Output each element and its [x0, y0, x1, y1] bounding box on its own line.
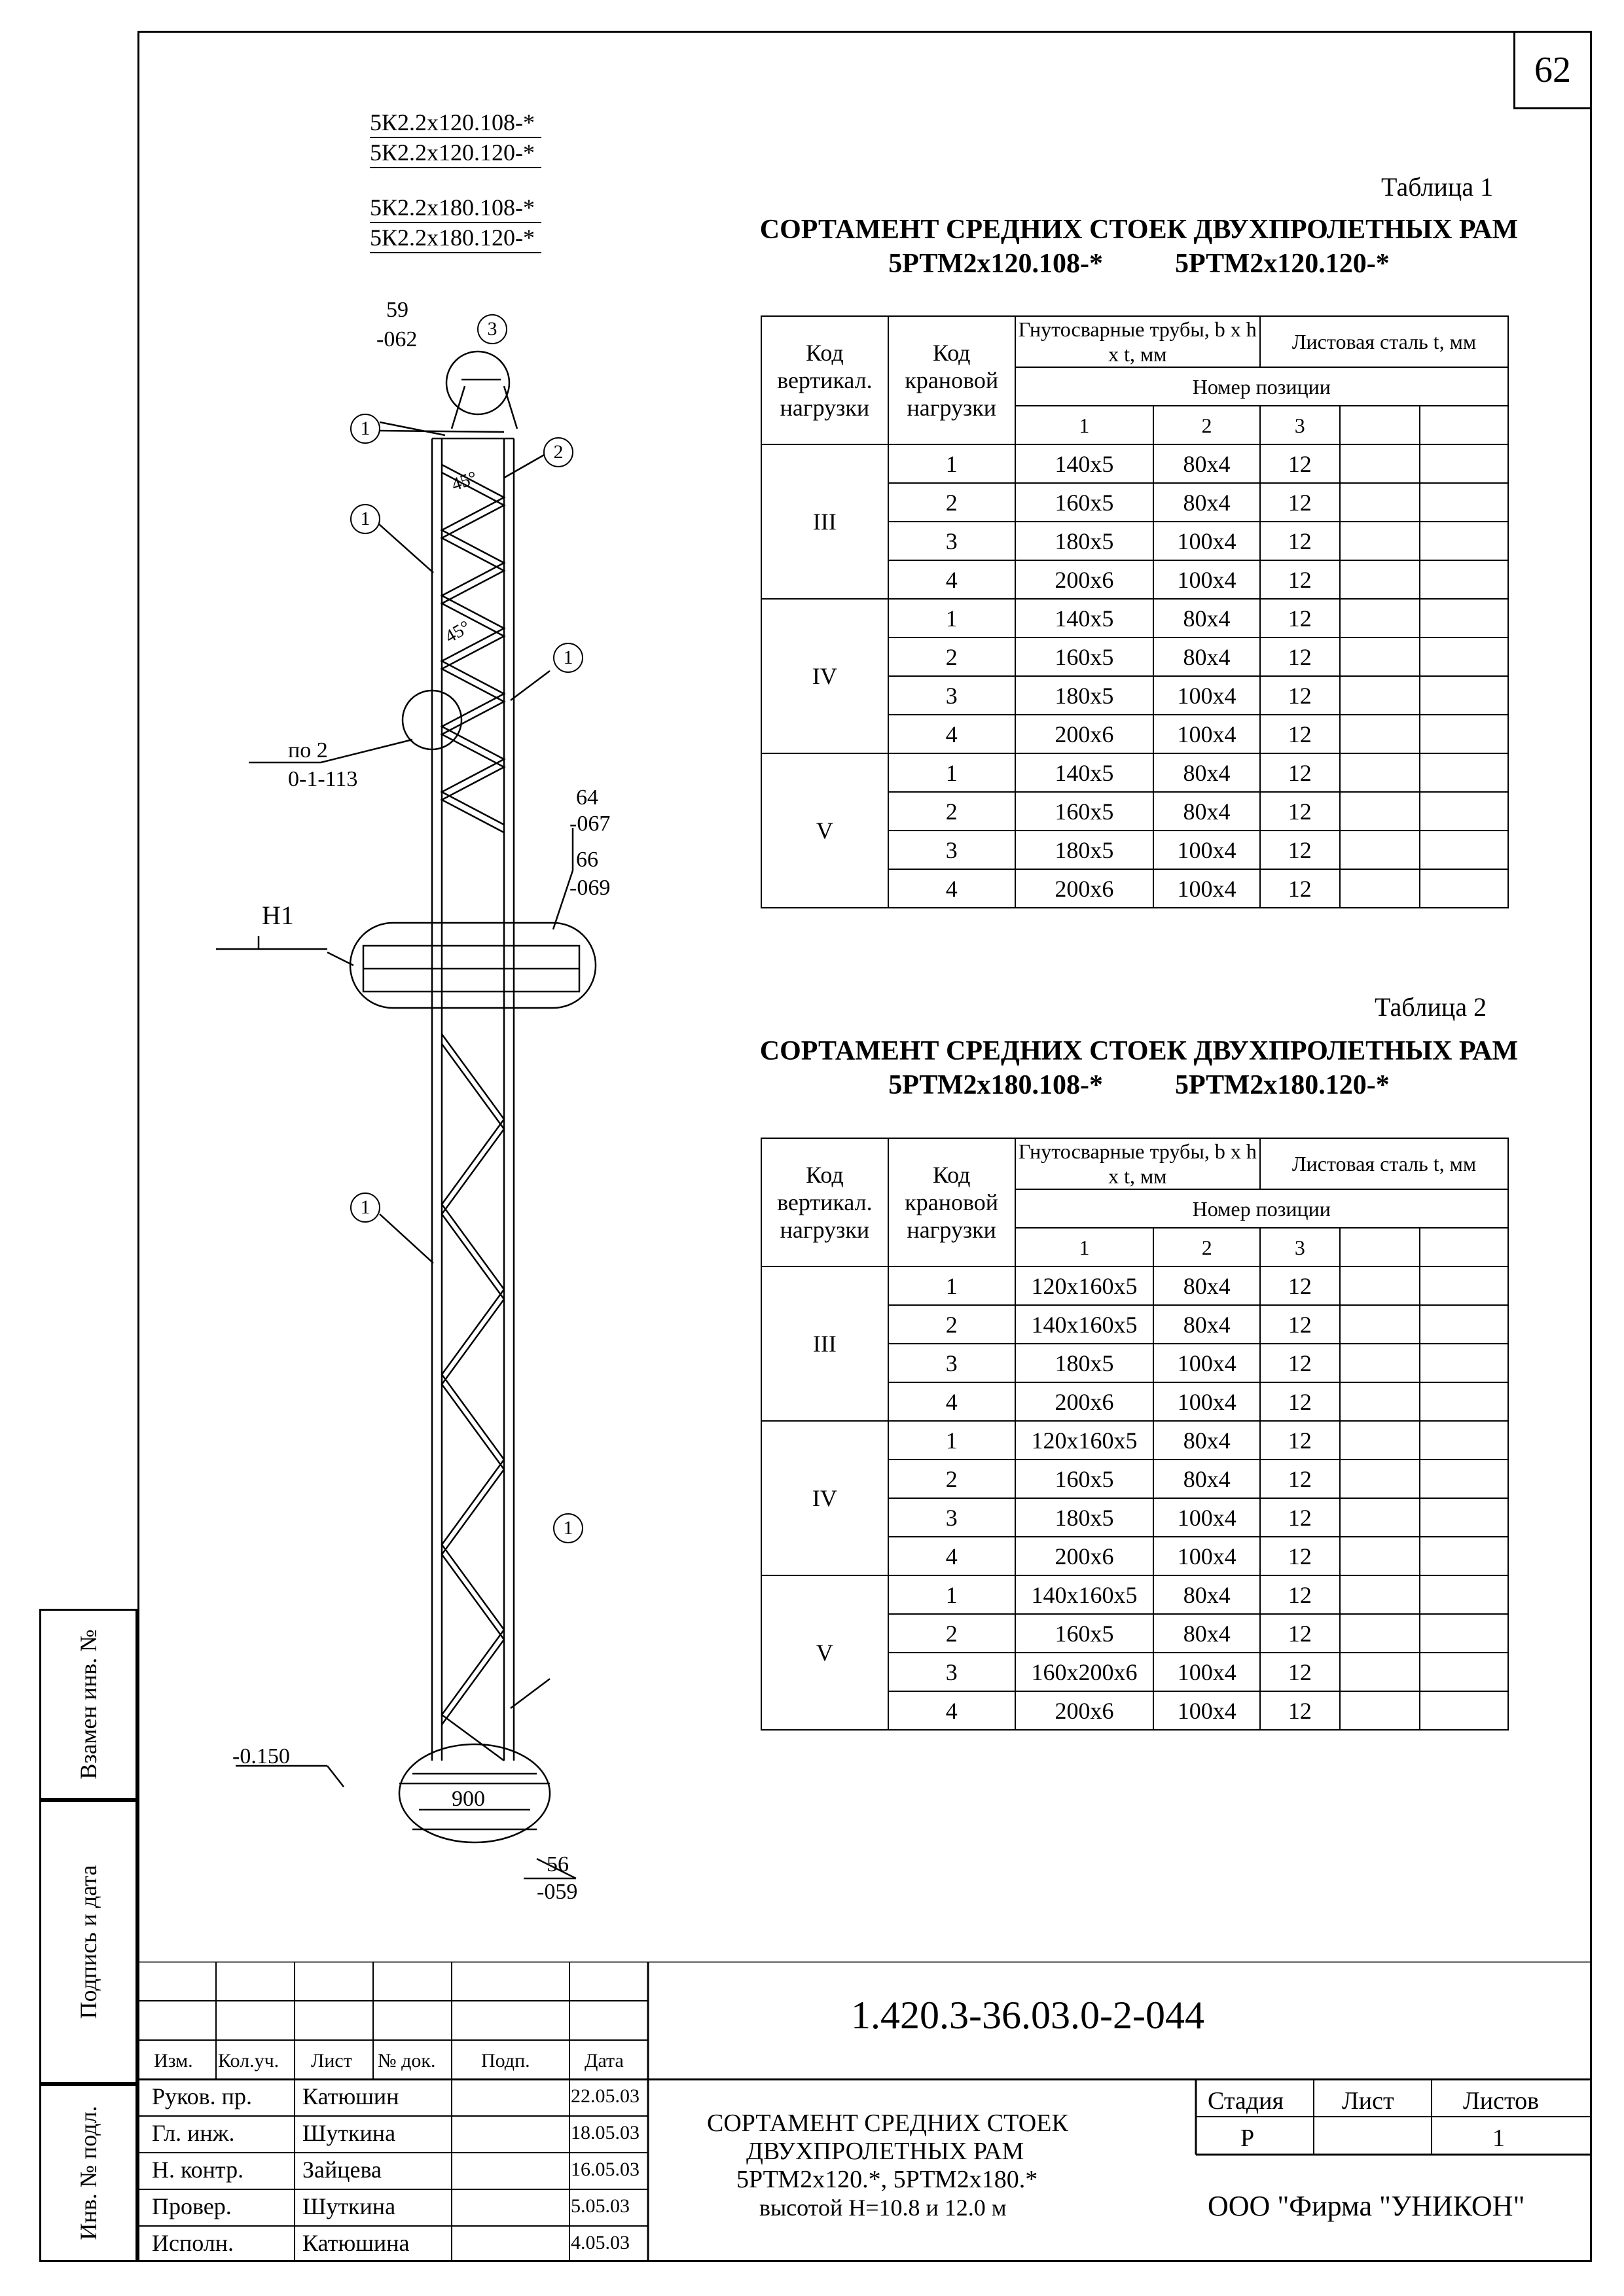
- empty-cell: [1340, 792, 1420, 831]
- empty-cell: [1340, 1344, 1420, 1382]
- header-tubes: Гнутосварные трубы, b x h x t, мм: [1015, 316, 1260, 367]
- tube-pos2: 100х4: [1153, 869, 1260, 908]
- signatory-date: 18.05.03: [571, 2122, 640, 2144]
- crane-code: 4: [888, 1691, 1015, 1730]
- sheet-pos3: 12: [1260, 1382, 1340, 1421]
- crane-code: 3: [888, 1344, 1015, 1382]
- tube-pos2: 80х4: [1153, 444, 1260, 483]
- header-pos-p3: 3: [1260, 406, 1340, 444]
- empty-cell: [1420, 753, 1508, 792]
- side-inv-orig: [39, 2084, 137, 2262]
- sheet-pos3: 12: [1260, 869, 1340, 908]
- crane-code: 4: [888, 1382, 1015, 1421]
- tube-pos2: 80х4: [1153, 1266, 1260, 1305]
- empty-cell: [1340, 1421, 1420, 1460]
- crane-code: 1: [888, 1421, 1015, 1460]
- header-crane-load: Код крановой нагрузки: [888, 1138, 1015, 1266]
- crane-code: 4: [888, 1537, 1015, 1575]
- header-position-number: Номер позиции: [1015, 1189, 1508, 1228]
- header-pos-p2: 2: [1153, 406, 1260, 444]
- crane-code: 1: [888, 753, 1015, 792]
- table1-title-line1: СОРТАМЕНТ СРЕДНИХ СТОЕК ДВУХПРОЛЕТНЫХ РАМ: [759, 215, 1519, 245]
- angle-label: 45°: [448, 467, 480, 495]
- empty-cell: [1420, 637, 1508, 676]
- tube-pos1: 120х160х5: [1015, 1421, 1154, 1460]
- sheet-pos3: 12: [1260, 753, 1340, 792]
- signatory-date: 22.05.03: [571, 2085, 640, 2107]
- company-name: ООО "Фирма "УНИКОН": [1208, 2190, 1525, 2222]
- table-row: [761, 753, 1508, 792]
- signatory-name: Зайцева: [302, 2157, 382, 2183]
- crane-code: 1: [888, 1575, 1015, 1614]
- tube-pos2: 80х4: [1153, 483, 1260, 522]
- tb-col-list: Лист: [311, 2050, 352, 2072]
- position-callout-2: 2: [543, 437, 573, 467]
- sheet-pos3: 12: [1260, 1498, 1340, 1537]
- tube-pos2: 100х4: [1153, 831, 1260, 869]
- frame-code: 5К2.2х120.120-*: [370, 138, 541, 168]
- frame-code: 5К2.2х120.108-*: [370, 108, 541, 138]
- tb-col-ndoc: № док.: [378, 2050, 436, 2072]
- signatory-name: Катюшин: [302, 2083, 399, 2109]
- empty-cell: [1340, 1537, 1420, 1575]
- empty-cell: [1420, 1382, 1508, 1421]
- empty-cell: [1340, 444, 1420, 483]
- tube-pos2: 80х4: [1153, 1614, 1260, 1653]
- sheet-pos3: 12: [1260, 1421, 1340, 1460]
- header-sheet-steel: Листовая сталь t, мм: [1260, 316, 1508, 367]
- side-sign-date: [39, 1800, 137, 2084]
- empty-cell: [1420, 1537, 1508, 1575]
- mid-sheet2: 66: [576, 848, 598, 872]
- empty-cell: [1420, 1614, 1508, 1653]
- tube-pos1: 200х6: [1015, 1382, 1154, 1421]
- frame-code: 5К2.2х180.108-*: [370, 193, 541, 223]
- tube-pos1: 160х5: [1015, 1460, 1154, 1498]
- side-inv-label: Инв. № подл.: [75, 2106, 101, 2240]
- empty-cell: [1340, 1575, 1420, 1614]
- empty-cell: [1420, 676, 1508, 715]
- sheet-pos3: 12: [1260, 483, 1340, 522]
- crane-code: 3: [888, 676, 1015, 715]
- base-width-dim: 900: [452, 1787, 485, 1811]
- sheet-pos3: 12: [1260, 1460, 1340, 1498]
- vert-load-code: III: [761, 444, 888, 599]
- sheet-pos3: 12: [1260, 599, 1340, 637]
- tube-pos1: 180х5: [1015, 522, 1154, 560]
- sheet-pos3: 12: [1260, 1305, 1340, 1344]
- table1-title: [720, 213, 1558, 281]
- crane-code: 2: [888, 1614, 1015, 1653]
- tb-col-izm: Изм.: [154, 2050, 193, 2072]
- tube-pos1: 140х160х5: [1015, 1305, 1154, 1344]
- table1-series-b: 5РТМ2х120.120-*: [1175, 249, 1390, 279]
- tube-pos2: 80х4: [1153, 637, 1260, 676]
- header-pos-p1: 1: [1015, 406, 1154, 444]
- table2-caption: Таблица 2: [1375, 992, 1487, 1022]
- crane-code: 3: [888, 831, 1015, 869]
- tube-pos1: 180х5: [1015, 1498, 1154, 1537]
- table1-caption: Таблица 1: [1381, 172, 1494, 202]
- sheet-pos3: 12: [1260, 715, 1340, 753]
- crane-code: 3: [888, 1498, 1015, 1537]
- empty-cell: [1340, 560, 1420, 599]
- position-callout-1: 1: [553, 1513, 583, 1543]
- bottom-level-label: -0.150: [232, 1744, 290, 1768]
- empty-cell: [1420, 1575, 1508, 1614]
- sheet-pos3: 12: [1260, 1344, 1340, 1382]
- empty-cell: [1420, 406, 1508, 444]
- bottom-sheet-ref: 56: [547, 1852, 569, 1876]
- empty-cell: [1420, 792, 1508, 831]
- table1-sortament: [761, 315, 1509, 908]
- table2-title: [720, 1034, 1558, 1102]
- tb-desc-line4: высотой Н=10.8 и 12.0 м: [759, 2195, 1007, 2221]
- empty-cell: [1420, 1266, 1508, 1305]
- tube-pos1: 200х6: [1015, 715, 1154, 753]
- sheet-pos3: 12: [1260, 1266, 1340, 1305]
- tb-desc-line1: СОРТАМЕНТ СРЕДНИХ СТОЕК: [707, 2109, 1068, 2137]
- empty-cell: [1340, 1305, 1420, 1344]
- signatory-date: 16.05.03: [571, 2159, 640, 2180]
- empty-cell: [1340, 1498, 1420, 1537]
- empty-cell: [1340, 1614, 1420, 1653]
- tube-pos1: 160х5: [1015, 792, 1154, 831]
- side-replace-label: Взамен инв. №: [75, 1629, 101, 1780]
- position-callout-1: 1: [553, 643, 583, 673]
- signatory-name: Катюшина: [302, 2230, 410, 2256]
- tube-pos1: 140х160х5: [1015, 1575, 1154, 1614]
- vert-load-code: IV: [761, 1421, 888, 1575]
- empty-cell: [1420, 1344, 1508, 1382]
- table1-series-a: 5РТМ2х120.108-*: [888, 249, 1103, 279]
- tube-pos2: 80х4: [1153, 599, 1260, 637]
- mid-ref2: -069: [569, 876, 611, 900]
- empty-cell: [1340, 676, 1420, 715]
- empty-cell: [1340, 831, 1420, 869]
- empty-cell: [1420, 1691, 1508, 1730]
- vert-load-code: IV: [761, 599, 888, 753]
- empty-cell: [1340, 1691, 1420, 1730]
- tb-sheets-value: 1: [1492, 2125, 1505, 2152]
- top-sheet-ref: 59: [386, 298, 408, 322]
- tube-pos1: 140х5: [1015, 753, 1154, 792]
- frame-codes-group2: [370, 193, 541, 253]
- signatory-date: 4.05.03: [571, 2232, 630, 2253]
- empty-cell: [1420, 444, 1508, 483]
- empty-cell: [1420, 1498, 1508, 1537]
- sheet-pos3: 12: [1260, 1691, 1340, 1730]
- position-callout-1: 1: [350, 414, 380, 444]
- tube-pos2: 80х4: [1153, 1421, 1260, 1460]
- empty-cell: [1420, 1460, 1508, 1498]
- mid-sheet1: 64: [576, 785, 598, 810]
- h1-level-label: H1: [262, 901, 294, 930]
- tb-sheet-label: Лист: [1342, 2087, 1394, 2115]
- empty-cell: [1340, 599, 1420, 637]
- sheet-pos3: 12: [1260, 637, 1340, 676]
- empty-cell: [1340, 637, 1420, 676]
- tube-pos2: 100х4: [1153, 1691, 1260, 1730]
- tube-pos2: 100х4: [1153, 715, 1260, 753]
- table-row: [761, 1421, 1508, 1460]
- tube-pos1: 200х6: [1015, 1691, 1154, 1730]
- empty-cell: [1420, 831, 1508, 869]
- top-detail-circle: [446, 351, 509, 414]
- vert-load-code: V: [761, 753, 888, 908]
- tube-pos2: 80х4: [1153, 792, 1260, 831]
- tb-stage-value: Р: [1240, 2125, 1255, 2152]
- crane-code: 2: [888, 792, 1015, 831]
- empty-cell: [1420, 715, 1508, 753]
- crane-code: 4: [888, 560, 1015, 599]
- sheet-pos3: 12: [1260, 522, 1340, 560]
- tb-sheets-label: Листов: [1463, 2087, 1540, 2115]
- table2-title-line2: [720, 1068, 1558, 1102]
- tube-pos1: 180х5: [1015, 676, 1154, 715]
- tube-pos1: 200х6: [1015, 1537, 1154, 1575]
- empty-cell: [1420, 1421, 1508, 1460]
- tube-pos1: 180х5: [1015, 831, 1154, 869]
- tube-pos1: 120х160х5: [1015, 1266, 1154, 1305]
- empty-cell: [1340, 1653, 1420, 1691]
- tube-pos2: 100х4: [1153, 1537, 1260, 1575]
- sheet-pos3: 12: [1260, 444, 1340, 483]
- console-oval: [350, 923, 596, 1008]
- crane-code: 3: [888, 1653, 1015, 1691]
- empty-cell: [1420, 560, 1508, 599]
- crane-code: 1: [888, 599, 1015, 637]
- tb-desc-line2: ДВУХПРОЛЕТНЫХ РАМ: [746, 2138, 1024, 2165]
- empty-cell: [1340, 1228, 1420, 1266]
- vert-load-code: III: [761, 1266, 888, 1421]
- tube-pos2: 100х4: [1153, 1498, 1260, 1537]
- tube-pos1: 160х5: [1015, 1614, 1154, 1653]
- tube-pos2: 100х4: [1153, 1382, 1260, 1421]
- signatory-role: Руков. пр.: [152, 2083, 252, 2109]
- tube-pos1: 200х6: [1015, 869, 1154, 908]
- table-row: [761, 444, 1508, 483]
- table-row: [761, 599, 1508, 637]
- angle-label: 45°: [441, 617, 475, 647]
- tube-pos1: 140х5: [1015, 599, 1154, 637]
- header-sheet-steel: Листовая сталь t, мм: [1260, 1138, 1508, 1189]
- signatory-name: Шуткина: [302, 2193, 396, 2219]
- sheet-pos3: 12: [1260, 1575, 1340, 1614]
- table2-series-b: 5РТМ2х180.120-*: [1175, 1070, 1390, 1100]
- tube-pos1: 160х5: [1015, 483, 1154, 522]
- tube-pos1: 140х5: [1015, 444, 1154, 483]
- empty-cell: [1340, 869, 1420, 908]
- column-drawing: [196, 281, 655, 1918]
- tube-pos2: 80х4: [1153, 1460, 1260, 1498]
- signatory-role: Провер.: [152, 2193, 232, 2219]
- signatory-role: Н. контр.: [152, 2157, 244, 2183]
- header-pos-p1: 1: [1015, 1228, 1154, 1266]
- side-replace-inv: [39, 1609, 137, 1800]
- empty-cell: [1340, 1460, 1420, 1498]
- node2-label: по 2: [288, 738, 328, 762]
- signatory-name: Шуткина: [302, 2120, 396, 2146]
- position-callout-1: 1: [350, 504, 380, 534]
- tube-pos2: 80х4: [1153, 1305, 1260, 1344]
- empty-cell: [1340, 1382, 1420, 1421]
- crane-code: 4: [888, 715, 1015, 753]
- signatory-role: Исполн.: [152, 2230, 234, 2256]
- tube-pos2: 100х4: [1153, 1653, 1260, 1691]
- crane-code: 2: [888, 637, 1015, 676]
- signatory-role: Гл. инж.: [152, 2120, 235, 2146]
- header-vert-load: Код вертикал. нагрузки: [761, 1138, 888, 1266]
- sheet-pos3: 12: [1260, 560, 1340, 599]
- tube-pos1: 160х5: [1015, 637, 1154, 676]
- header-tubes: Гнутосварные трубы, b x h x t, мм: [1015, 1138, 1260, 1189]
- table-row: [761, 1575, 1508, 1614]
- empty-cell: [1420, 1653, 1508, 1691]
- header-crane-load: Код крановой нагрузки: [888, 316, 1015, 444]
- crane-code: 2: [888, 1460, 1015, 1498]
- empty-cell: [1420, 869, 1508, 908]
- bottom-sheet-sub: -059: [537, 1880, 578, 1904]
- empty-cell: [1420, 1305, 1508, 1344]
- table1-title-line2: [720, 247, 1558, 281]
- position-callout-3: 3: [477, 314, 507, 344]
- tube-pos1: 200х6: [1015, 560, 1154, 599]
- crane-code: 1: [888, 1266, 1015, 1305]
- empty-cell: [1340, 406, 1420, 444]
- side-sign-label: Подпись и дата: [75, 1865, 101, 2019]
- sheet-pos3: 12: [1260, 1614, 1340, 1653]
- empty-cell: [1420, 483, 1508, 522]
- empty-cell: [1340, 483, 1420, 522]
- signatory-date: 5.05.03: [571, 2195, 630, 2217]
- header-pos-p2: 2: [1153, 1228, 1260, 1266]
- crane-code: 2: [888, 1305, 1015, 1344]
- empty-cell: [1420, 1228, 1508, 1266]
- top-sheet-sub: -062: [376, 327, 418, 351]
- table-row: [761, 1266, 1508, 1305]
- header-vert-load: Код вертикал. нагрузки: [761, 316, 888, 444]
- header-position-number: Номер позиции: [1015, 367, 1508, 406]
- doc-number: 1.420.3-36.03.0-2-044: [851, 1994, 1204, 2037]
- tube-pos2: 100х4: [1153, 560, 1260, 599]
- vert-load-code: V: [761, 1575, 888, 1730]
- tb-desc-line3: 5РТМ2х120.*, 5РТМ2х180.*: [736, 2166, 1038, 2193]
- table2-title-line1: СОРТАМЕНТ СРЕДНИХ СТОЕК ДВУХПРОЛЕТНЫХ РАМ: [759, 1036, 1519, 1066]
- node2-ref: 0-1-113: [288, 767, 358, 791]
- tube-pos2: 80х4: [1153, 1575, 1260, 1614]
- empty-cell: [1420, 599, 1508, 637]
- tb-col-data: Дата: [585, 2050, 624, 2072]
- empty-cell: [1420, 522, 1508, 560]
- sheet-pos3: 12: [1260, 1653, 1340, 1691]
- tube-pos2: 100х4: [1153, 1344, 1260, 1382]
- sheet-pos3: 12: [1260, 792, 1340, 831]
- tb-stage-label: Стадия: [1208, 2087, 1284, 2115]
- empty-cell: [1340, 753, 1420, 792]
- tube-pos2: 100х4: [1153, 676, 1260, 715]
- page-number: 62: [1513, 31, 1592, 109]
- empty-cell: [1340, 522, 1420, 560]
- crane-code: 4: [888, 869, 1015, 908]
- empty-cell: [1340, 1266, 1420, 1305]
- frame-code: 5К2.2х180.120-*: [370, 223, 541, 253]
- tb-col-podp: Подп.: [481, 2050, 530, 2072]
- sheet-pos3: 12: [1260, 676, 1340, 715]
- table2-sortament: [761, 1138, 1509, 1731]
- crane-code: 2: [888, 483, 1015, 522]
- sheet-pos3: 12: [1260, 1537, 1340, 1575]
- crane-code: 3: [888, 522, 1015, 560]
- table2-series-a: 5РТМ2х180.108-*: [888, 1070, 1103, 1100]
- tube-pos1: 180х5: [1015, 1344, 1154, 1382]
- frame-codes-group1: [370, 108, 541, 168]
- tube-pos2: 80х4: [1153, 753, 1260, 792]
- crane-code: 1: [888, 444, 1015, 483]
- sheet-pos3: 12: [1260, 831, 1340, 869]
- tb-col-kolch: Кол.уч.: [218, 2050, 280, 2072]
- tube-pos2: 100х4: [1153, 522, 1260, 560]
- header-pos-p3: 3: [1260, 1228, 1340, 1266]
- tube-pos1: 160х200х6: [1015, 1653, 1154, 1691]
- empty-cell: [1340, 715, 1420, 753]
- position-callout-1: 1: [350, 1193, 380, 1223]
- mid-ref1: -067: [569, 812, 611, 836]
